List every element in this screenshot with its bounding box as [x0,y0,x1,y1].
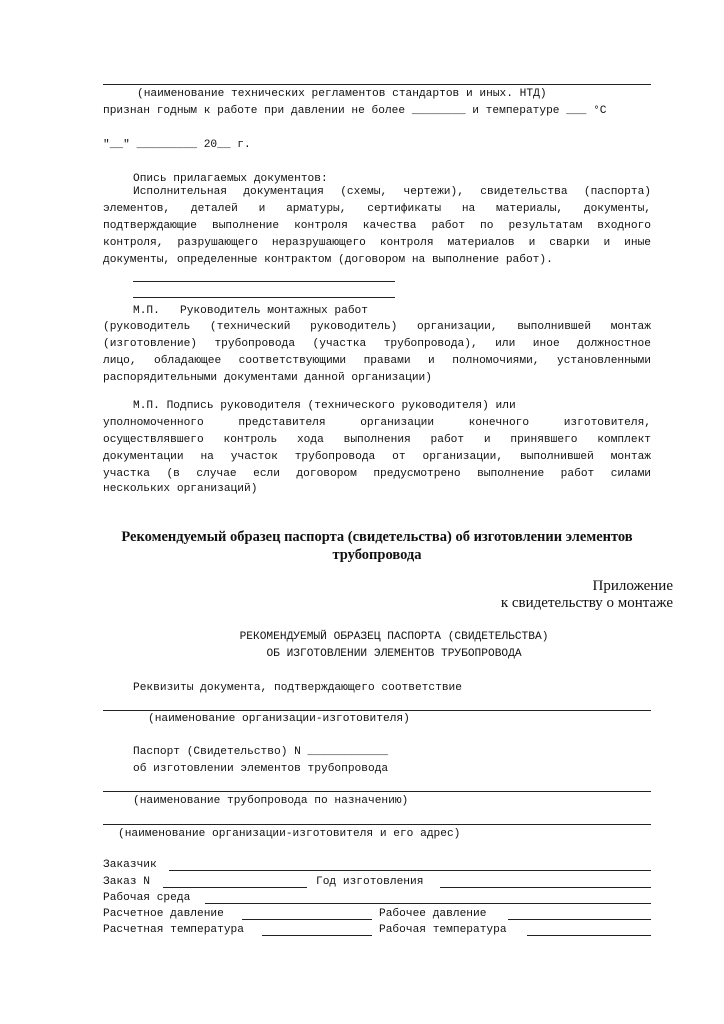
sign2-line: осуществлявшего контроль хода выполнения работ и принявшего комплект [103,434,651,446]
customer-field[interactable] [169,870,651,871]
section-heading [100,528,654,564]
signature-line [133,281,395,282]
pipeline-caption: (наименование трубопровода по назначению) [133,795,409,807]
appendix-line2: к свидетельству о монтаже [500,595,673,611]
customer-label: Заказчик [103,859,157,871]
design-pressure-field[interactable] [242,919,372,920]
sign2-first: М.П. Подпись руководителя (технического руководителя) или [133,400,516,412]
design-temp-field[interactable] [262,935,372,936]
attachments-last: документы, определенные контрактом (договором на выполнение работ). [103,254,553,266]
attachments-line: подтверждающие выполнение контроля качества работ по результатам входного [103,220,651,232]
medium-field[interactable] [205,903,651,904]
section-heading-line1: Рекомендуемый образец паспорта (свидетельства) об изготовлении элементов [121,529,633,545]
work-temp-field[interactable] [527,935,651,936]
org-caption: (наименование организации-изготовителя) [148,713,410,725]
year-label: Год изготовления [316,876,424,888]
section-heading-line2: трубопровода [332,547,422,563]
sign2-line: уполномоченного представителя организации конечного изготовителя, [103,417,651,429]
design-temp-label: Расчетная температура [103,924,244,936]
attachments-line: Исполнительная документация (схемы, чертежи), свидетельства (паспорта) [133,186,651,198]
org-address-underline [103,824,651,825]
org-address-caption: (наименование организации-изготовителя и его адрес) [118,828,461,840]
ntd-caption: (наименование технических регламентов стандартов и иных. НТД) [137,88,547,100]
design-pressure-label: Расчетное давление [103,908,224,920]
sign1-last: распорядительными документами данной организации) [103,372,432,384]
year-field[interactable] [440,887,651,888]
ntd-underline [103,84,651,85]
attachments-line: контроля, разрушающего неразрушающего контроля материалов и сварки и иные [103,237,651,249]
work-temp-label: Рабочая температура [379,924,507,936]
work-pressure-label: Рабочее давление [379,908,487,920]
medium-label: Рабочая среда [103,892,191,904]
date-line: "__" _________ 20__ г. [103,139,251,151]
sign1-first: М.П. Руководитель монтажных работ [133,305,368,317]
order-number-field[interactable] [163,887,307,888]
sign2-line: участка (в случае если договором предусмотрено выполнение работ силами [103,468,651,480]
sign2-last: нескольких организаций) [103,483,258,495]
passport-line: Паспорт (Свидетельство) N ____________ [133,746,389,758]
form-title-line2: ОБ ИЗГОТОВЛЕНИИ ЭЛЕМЕНТОВ ТРУБОПРОВОДА [266,648,522,660]
appendix-line1: Приложение [592,578,673,594]
sign1-line: (руководитель (технический руководитель) организации, выполнившей монтаж [103,321,651,333]
work-pressure-field[interactable] [508,919,651,920]
attachments-line: элементов, деталей и арматуры, сертификаты на материалы, документы, [103,203,651,215]
sign1-line: (изготовление) трубопровода (участка трубопровода), или иное должностное [103,338,651,350]
requisites-label: Реквизиты документа, подтверждающего соответствие [133,682,462,694]
signature-line [133,297,395,298]
sign2-line: документации на участок трубопровода от организации, выполнившей монтаж [103,451,651,463]
sign1-line: лицо, обладающее соответствующими правами и полномочиями, установленными [103,355,651,367]
approved-line: признан годным к работе при давлении не более ________ и температуре ___ °С [103,105,607,117]
pipeline-underline [103,791,651,792]
form-title-line1: РЕКОМЕНДУЕМЫЙ ОБРАЗЕЦ ПАСПОРТА (СВИДЕТЕЛЬСТВА) [239,631,549,643]
order-label: Заказ N [103,876,150,888]
passport-sub: об изготовлении элементов трубопровода [133,763,389,775]
attachments-title: Опись прилагаемых документов: [133,173,328,185]
